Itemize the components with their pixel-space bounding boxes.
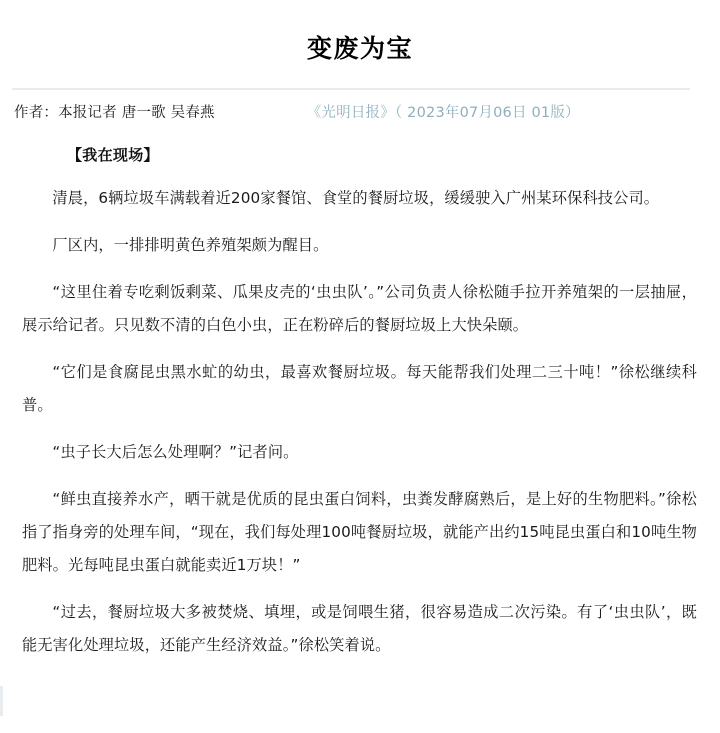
paragraph: 清晨，6辆垃圾车满载着近200家餐馆、食堂的餐厨垃圾，缓缓驶入广州某环保科技公司。 [52,189,660,207]
paragraph: “这里住着专吃剩饭剩菜、瓜果皮壳的‘虫虫队’。”公司负责人徐松随手拉开养殖架的一层抽屉，展示给记者。只见数不清的白色小虫，正在粉碎后的餐厨垃圾上大快朵颐。 [22,283,697,334]
page-title: 变废为宝 [306,34,413,63]
page-edge-artifact [0,686,3,716]
article-meta [0,90,720,124]
paragraph: 厂区内，一排排明黄色养殖架颇为醒目。 [52,236,329,254]
author-byline: 作者：本报记者 唐一歌 吴春燕 [14,105,215,121]
paragraph: “它们是食腐昆虫黑水虻的幼虫，最喜欢餐厨垃圾。每天能帮我们处理二三十吨！”徐松继续科普。 [22,363,697,414]
article-body [0,124,720,662]
section-label: 【我在现场】 [67,146,159,164]
paragraph: “鲜虫直接养水产，晒干就是优质的昆虫蛋白饲料，虫粪发酵腐熟后，是上好的生物肥料。”徐松指了指身旁的处理车间，“现在，我们每处理100吨餐厨垃圾，就能产出约15吨昆虫蛋白和10吨生物肥料。光每吨昆虫蛋白就能卖近1万块！” [22,490,697,574]
source-citation[interactable]: 《光明日报》（ 2023年07月06日 01版） [306,105,580,121]
paragraph: “虫子长大后怎么处理啊？”记者问。 [52,443,299,461]
paragraph: “过去，餐厨垃圾大多被焚烧、填埋，或是饲喂生猪，很容易造成二次污染。有了‘虫虫队’，既能无害化处理垃圾，还能产生经济效益。”徐松笑着说。 [22,603,697,654]
